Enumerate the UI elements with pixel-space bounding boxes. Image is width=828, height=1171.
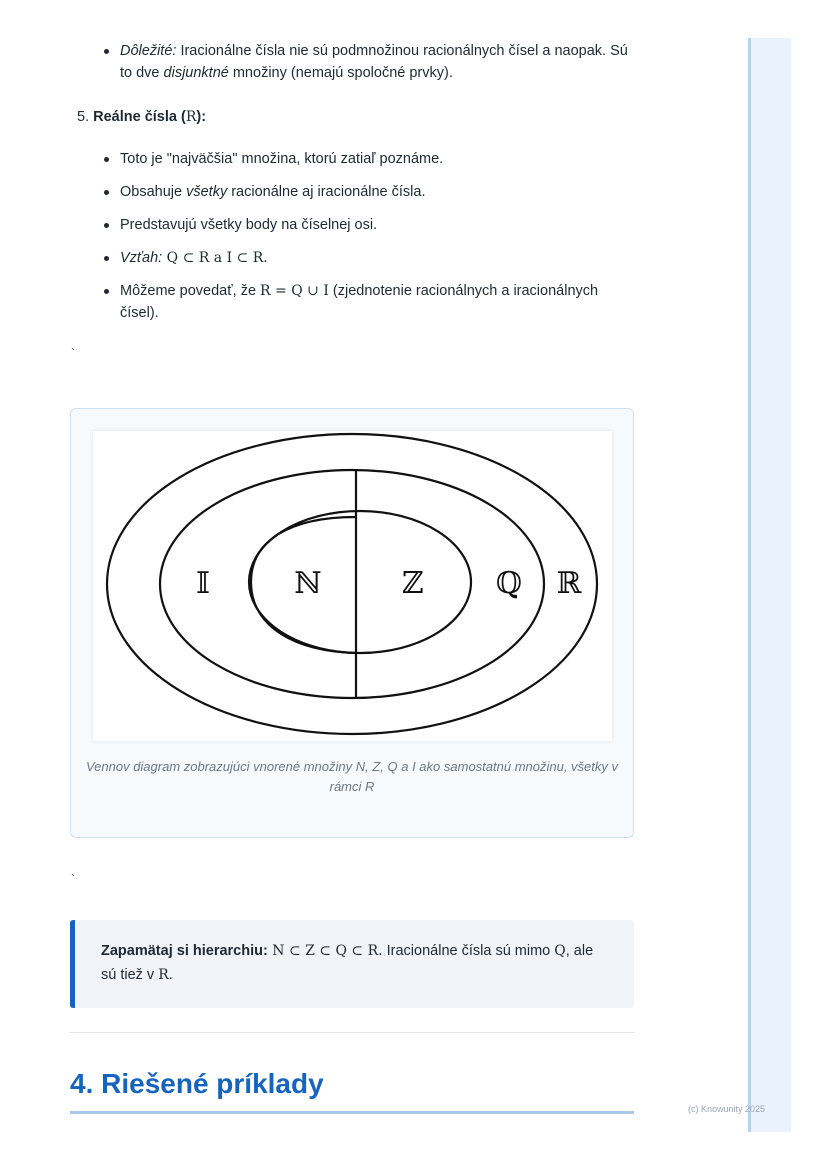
copyright-footer: (c) Knowunity 2025	[688, 1104, 766, 1114]
list-item	[120, 247, 640, 269]
real-numbers-list	[120, 148, 640, 324]
section-5-title: Reálne čísla (	[93, 109, 186, 125]
figure-caption: Vennov diagram zobrazujúci vnorené množiny N, Z, Q a I ako samostatnú množinu, všetky v rámci R	[85, 759, 619, 794]
label-z: ℤ	[402, 566, 424, 601]
bullet-text: Môžeme povedať, že	[120, 283, 261, 299]
callout-math: N ⊂ Z ⊂ Q ⊂ R.	[267, 943, 383, 959]
venn-figure-card	[70, 408, 634, 838]
bullet-math: R = Q ∪ I	[260, 283, 329, 299]
section-divider	[70, 1032, 634, 1033]
callout-text: Iracionálne čísla sú mimo	[382, 943, 555, 959]
label-i: 𝕀	[195, 566, 211, 601]
bullet-text: racionálne aj iracionálne čísla.	[227, 184, 426, 200]
label-n: ℕ	[294, 566, 322, 601]
callout-lead: Zapamätaj si hierarchiu:	[101, 943, 268, 959]
list-item	[120, 214, 640, 236]
stray-backtick: `	[71, 872, 75, 886]
venn-figure	[93, 431, 612, 741]
bullet-lead: Vzťah:	[120, 250, 163, 266]
real-symbol: R	[185, 109, 197, 125]
note-text: Iracionálne čísla nie sú podmnožinou racionálnych čísel a naopak. Sú to dve	[120, 43, 628, 81]
bullet-text: (zjednotenie racionálnych a iracionálnych čísel).	[120, 283, 599, 321]
list-item	[120, 181, 640, 203]
callout-text: , ale sú tiež v	[101, 943, 594, 983]
bullet-text: Obsahuje	[120, 184, 187, 200]
label-q: ℚ	[495, 566, 523, 601]
section-5-heading	[77, 109, 206, 125]
hierarchy-callout	[70, 920, 634, 1008]
bullet-math: Q ⊂ R a I ⊂ R.	[162, 250, 268, 266]
callout-math: Q	[554, 943, 566, 959]
list-number: 5.	[77, 109, 90, 125]
section-heading: 4. Riešené príklady	[70, 1068, 324, 1099]
right-sidebar-strip	[748, 38, 791, 1132]
set-q-ellipse	[160, 470, 544, 698]
section-5-close: ):	[196, 109, 207, 125]
set-r-ellipse	[107, 434, 597, 734]
callout-math: R	[158, 967, 169, 983]
note-emphasis: disjunktné	[163, 65, 229, 81]
list-item	[120, 40, 640, 84]
list-item	[120, 148, 640, 170]
bullet-text: Toto je "najväčšia" množina, ktorú zatiaľ poznáme.	[120, 151, 444, 167]
note-text-end: množiny (nemajú spoločné prvky).	[228, 65, 453, 81]
bullet-emphasis: všetky	[186, 184, 228, 200]
venn-diagram	[93, 431, 612, 741]
stray-backtick: `	[71, 346, 75, 360]
heading-underline	[70, 1111, 634, 1114]
irrational-notes-list	[120, 40, 640, 84]
callout-text: .	[168, 967, 173, 983]
note-lead: Dôležité:	[120, 43, 177, 59]
label-r: ℝ	[556, 566, 582, 601]
list-item	[120, 280, 640, 324]
bullet-text: Predstavujú všetky body na číselnej osi.	[120, 217, 378, 233]
